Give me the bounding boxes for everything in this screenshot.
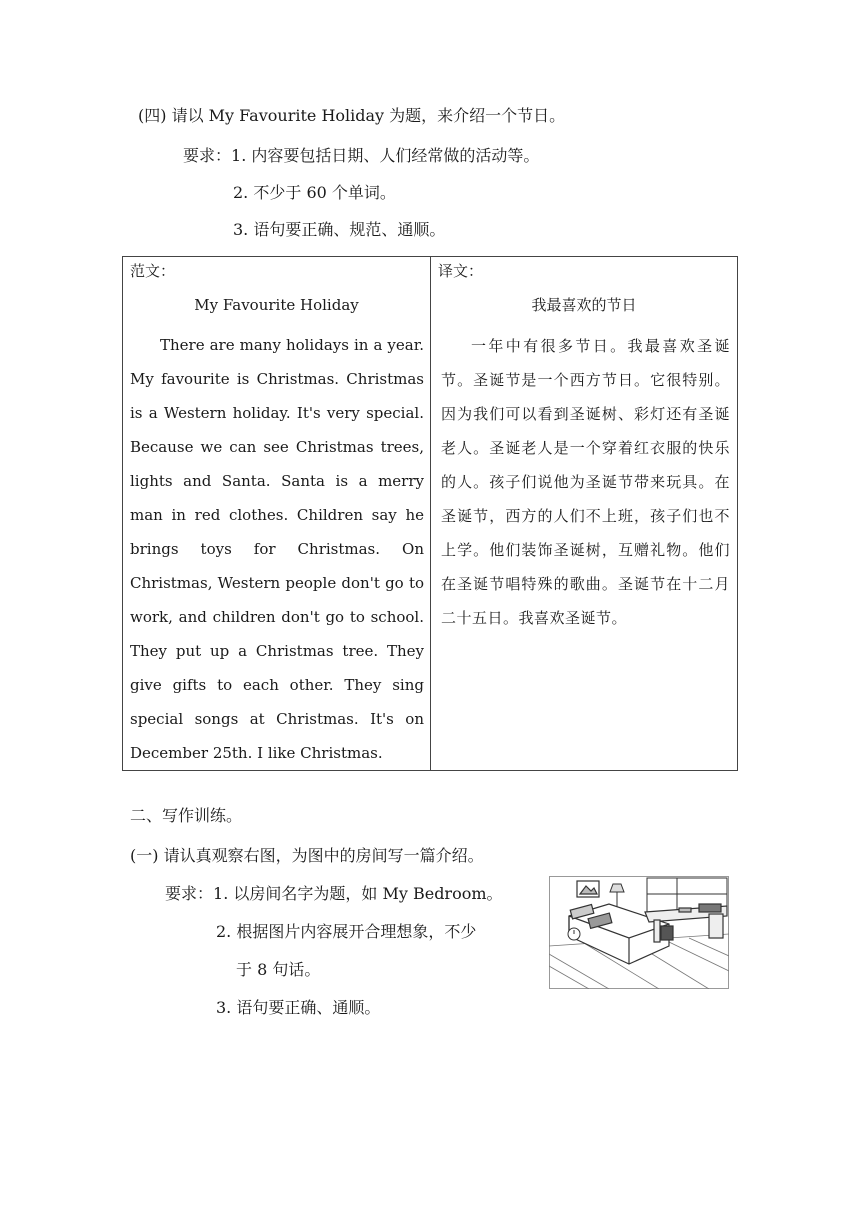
part2-req-row-1	[165, 884, 503, 904]
translation-body: 一年中有很多节日。我最喜欢圣诞节。圣诞节是一个西方节日。它很特别。因为我们可以看到圣诞树、彩灯还有圣诞老人。圣诞老人是一个穿着红衣服的快乐的人。孩子们说他为圣诞节带来玩具。在圣诞节，西方的人们不上班，孩子们也不上学。他们装饰圣诞树，互赠礼物。他们在圣诞节唱特殊的歌曲。圣诞节在十二月二十五日。我喜欢圣诞节。	[441, 337, 730, 627]
chinese-translation-cell	[431, 257, 738, 771]
sample-title: My Favourite Holiday	[194, 296, 359, 314]
picture-frame-icon	[577, 881, 599, 897]
part2-req-label: 要求：	[165, 884, 214, 903]
section4-req-row-1	[183, 146, 539, 166]
translation-label: 译文：	[438, 262, 484, 280]
part2-req1: 1. 以房间名字为题，如 My Bedroom。	[213, 884, 503, 903]
part2-req2b: 于 8 句话。	[236, 960, 321, 979]
english-sample-cell	[123, 257, 431, 771]
sample-essay-table	[122, 256, 738, 771]
clock-icon	[568, 928, 580, 940]
section4-req3: 3. 语句要正确、规范、通顺。	[233, 220, 446, 239]
section4-heading: (四) 请以 My Favourite Holiday 为题，来介绍一个节日。	[138, 106, 566, 125]
part2-heading: 二、写作训练。	[130, 806, 243, 825]
section4-req2: 2. 不少于 60 个单词。	[233, 183, 396, 202]
part2-req2a: 2. 根据图片内容展开合理想象，不少	[216, 922, 477, 941]
translation-title: 我最喜欢的节日	[531, 296, 637, 314]
sample-label: 范文：	[130, 262, 176, 280]
part2-task1: (一) 请认真观察右图，为图中的房间写一篇介绍。	[130, 846, 484, 865]
part2-req3: 3. 语句要正确、通顺。	[216, 998, 381, 1017]
bedroom-illustration	[549, 876, 729, 989]
section4-req-label: 要求：	[183, 146, 232, 165]
section4-req1: 1. 内容要包括日期、人们经常做的活动等。	[231, 146, 540, 165]
sample-body: There are many holidays in a year. My favourite is Christmas. Christmas is a Western holiday. It's very special. Because we can see Christmas trees, lights and Santa. Santa is a merry man in red clothes. Children say he brings toys for Christmas. On Christmas, Western people don't go to work, and children don't go to school. They put up a Christmas tree. They give gifts to each other. They sing special songs at Christmas. It's on December 25th. I like Christmas.	[130, 336, 424, 762]
